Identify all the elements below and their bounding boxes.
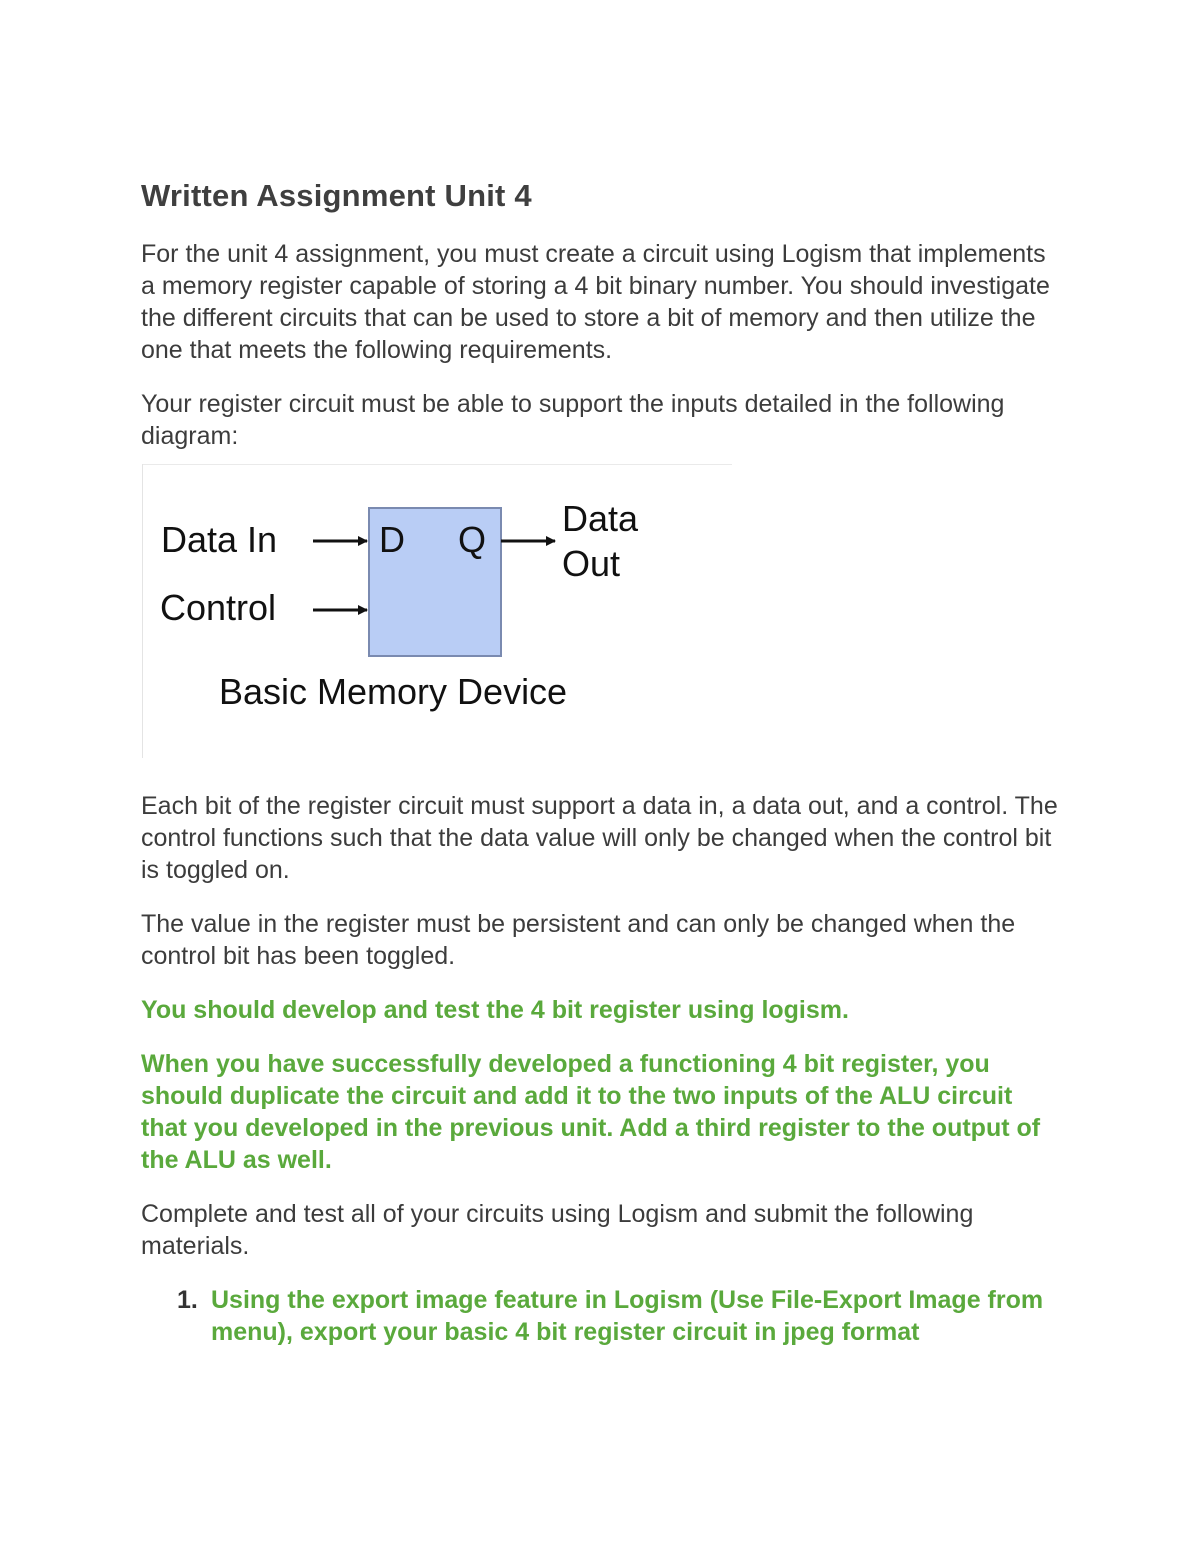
document-title: Written Assignment Unit 4: [141, 178, 532, 213]
data-out-label-line2: Out: [562, 543, 621, 584]
document-page: [141, 176, 1061, 1348]
memory-device-diagram: [142, 464, 732, 760]
intro-paragraph: For the unit 4 assignment, you must create a circuit using Logism that implements a memory register capable of storing a 4 bit binary number. You should investigate the different circuits that can be used to store a bit of memory and then utilize the one that meets the following requirements.: [141, 240, 1050, 364]
data-in-label: Data In: [161, 519, 278, 560]
control-label: Control: [160, 587, 277, 628]
memory-device-svg: [142, 464, 732, 760]
persistent-paragraph: The value in the register must be persistent and can only be changed when the control bit has been toggled.: [141, 910, 1016, 970]
q-port-label: Q: [458, 519, 487, 560]
data-out-label-line1: Data: [562, 498, 639, 539]
list-item-text: Using the export image feature in Logism (Use File-Export Image from menu), export your basic 4 bit register circuit in jpeg format: [211, 1286, 1044, 1346]
complete-paragraph: Complete and test all of your circuits using Logism and submit the following materials.: [141, 1200, 974, 1260]
submission-list: [141, 1284, 1061, 1348]
list-item: [141, 1284, 1061, 1348]
duplicate-instruction: When you have successfully developed a functioning 4 bit register, you should duplicate the circuit and add it to the two inputs of the ALU circuit that you developed in the previous unit. Add a third register to the output of the ALU as well.: [141, 1050, 1041, 1174]
list-item-number: 1.: [177, 1286, 198, 1314]
d-port-label: D: [379, 519, 405, 560]
diagram-lead-paragraph: Your register circuit must be able to support the inputs detailed in the following diagram:: [141, 390, 1005, 450]
diagram-caption: Basic Memory Device: [219, 671, 568, 712]
develop-instruction: You should develop and test the 4 bit register using logism.: [141, 996, 849, 1024]
each-bit-paragraph: Each bit of the register circuit must support a data in, a data out, and a control. The control functions such that the data value will only be changed when the control bit is toggled on.: [141, 792, 1058, 884]
